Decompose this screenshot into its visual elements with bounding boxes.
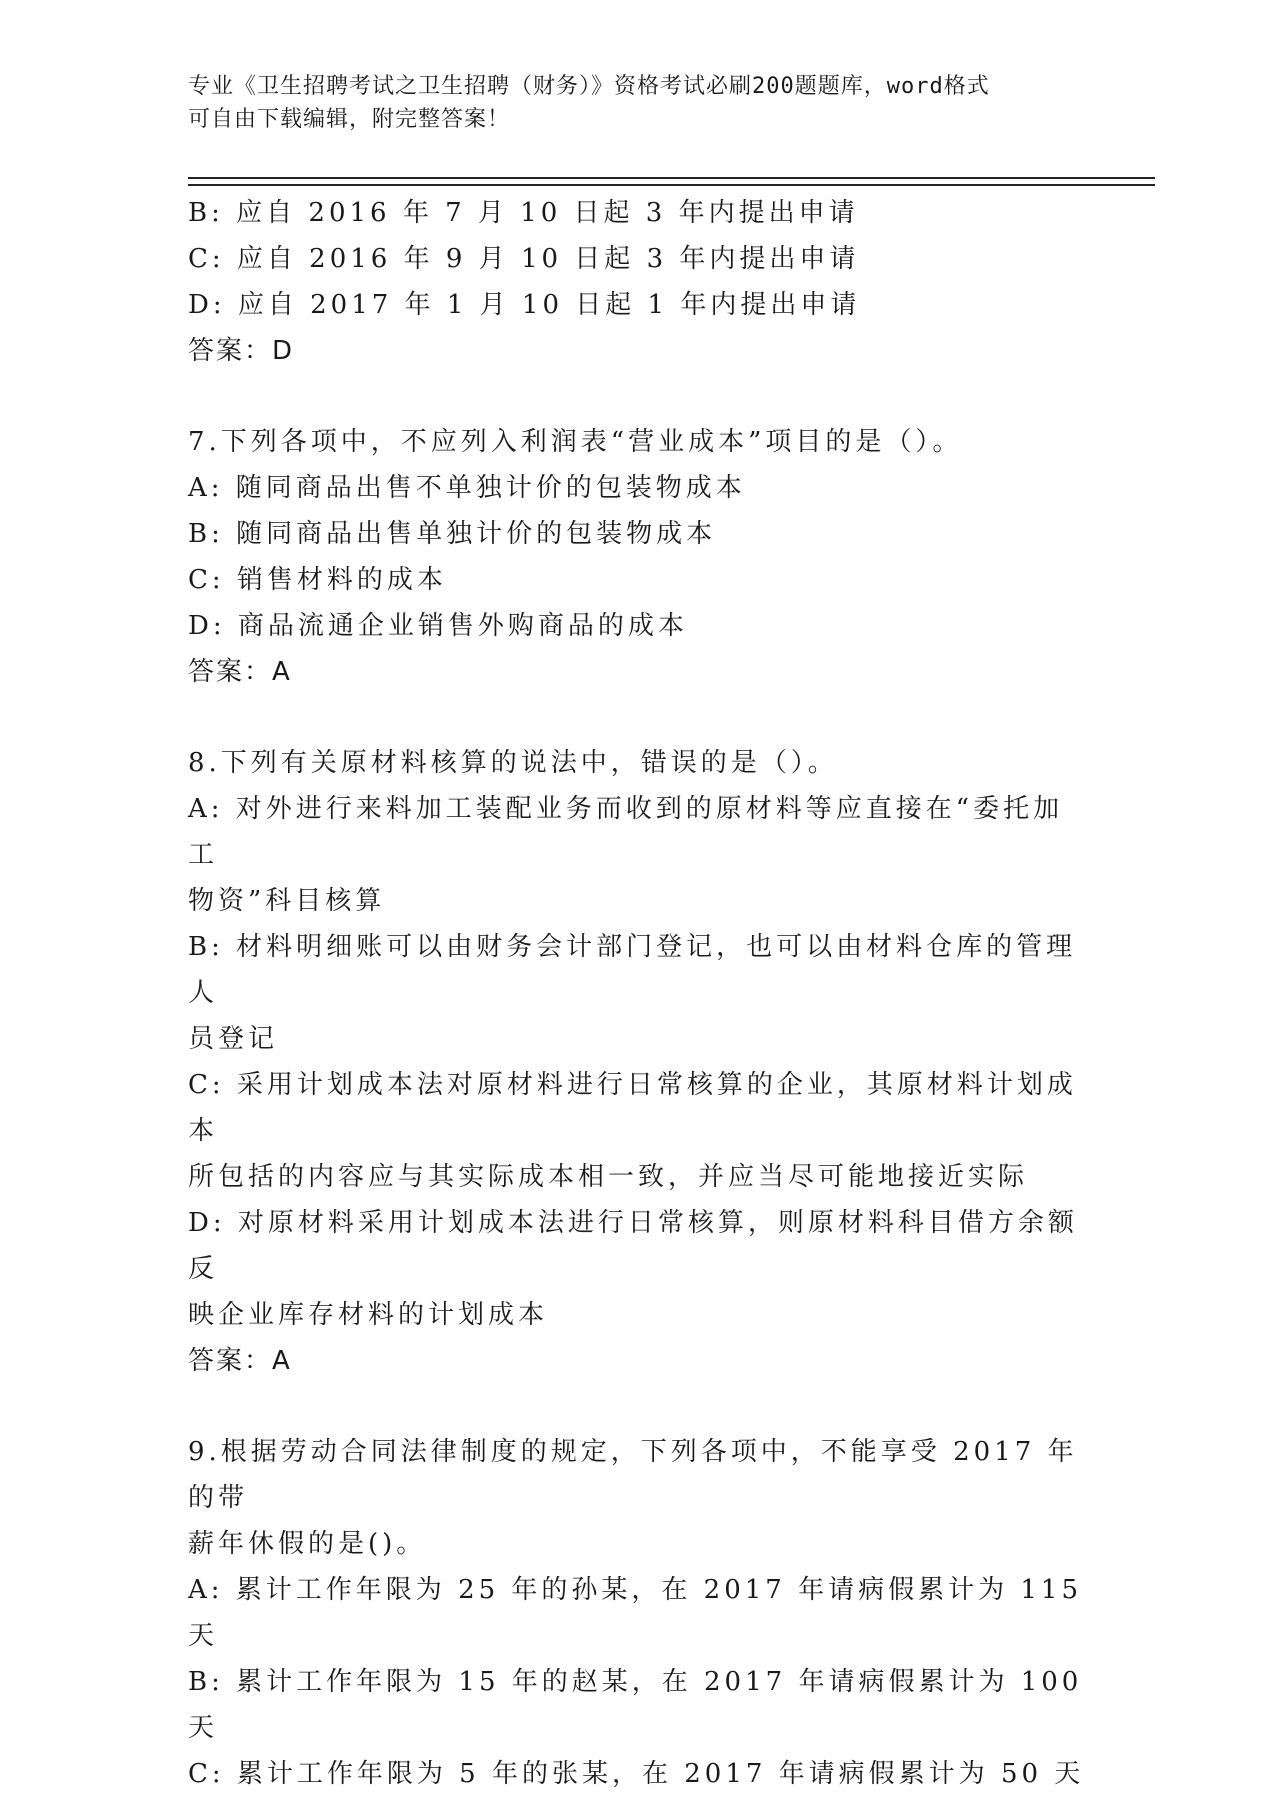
- q9-question-line-2: 薪年休假的是()。: [188, 1529, 427, 1559]
- q7-option-d: D: 商品流通企业销售外购商品的成本: [188, 611, 688, 641]
- header-divider-top: [188, 177, 1155, 179]
- q8-option-a-line-1: A: 对外进行来料加工装配业务而收到的原材料等应直接在“委托加工: [188, 794, 1064, 870]
- spacer: [188, 695, 1088, 740]
- document-body: [188, 190, 1095, 1797]
- q8-option-d-line-2: 映企业库存材料的计划成本: [188, 1300, 549, 1330]
- spacer: [188, 374, 1088, 419]
- q8-option-d-line-1: D: 对原材料采用计划成本法进行日常核算，则原材料科目借方余额反: [188, 1208, 1078, 1284]
- q9-question-line-1: 9.根据劳动合同法律制度的规定，下列各项中，不能享受 2017 年的带: [188, 1437, 1078, 1513]
- q7-answer: 答案：A: [188, 657, 292, 687]
- q8-option-b-line-1: B: 材料明细账可以由财务会计部门登记，也可以由材料仓库的管理人: [188, 932, 1077, 1008]
- q6-option-d: D: 应自 2017 年 1 月 10 日起 1 年内提出申请: [188, 290, 861, 320]
- q6-option-b: B: 应自 2016 年 7 月 10 日起 3 年内提出申请: [188, 198, 859, 228]
- header-divider-bottom: [188, 184, 1155, 186]
- q6-answer: 答案：D: [188, 336, 295, 366]
- q9-option-c: C: 累计工作年限为 5 年的张某，在 2017 年请病假累计为 50 天: [188, 1759, 1085, 1789]
- q8-option-a-line-2: 物资”科目核算: [188, 886, 386, 916]
- q7-option-b: B: 随同商品出售单独计价的包装物成本: [188, 519, 717, 549]
- question-9: [188, 1429, 1095, 1797]
- question-6-tail: [188, 190, 1088, 374]
- q8-option-b-line-2: 员登记: [188, 1024, 279, 1054]
- document-header: [188, 70, 1088, 136]
- q8-option-c-line-2: 所包括的内容应与其实际成本相一致，并应当尽可能地接近实际: [188, 1162, 1029, 1192]
- q8-question: 8.下列有关原材料核算的说法中，错误的是（）。: [188, 748, 838, 778]
- header-line-1: 专业《卫生招聘考试之卫生招聘（财务）》资格考试必刷200题题库，word格式: [188, 74, 990, 99]
- q8-option-c-line-1: C: 采用计划成本法对原材料进行日常核算的企业，其原材料计划成本: [188, 1070, 1077, 1146]
- q8-answer: 答案：A: [188, 1346, 292, 1376]
- spacer: [188, 1384, 1088, 1429]
- q7-option-c: C: 销售材料的成本: [188, 565, 447, 595]
- q9-option-a: A: 累计工作年限为 25 年的孙某，在 2017 年请病假累计为 115 天: [188, 1575, 1095, 1651]
- header-line-2: 可自由下载编辑，附完整答案！: [188, 107, 511, 132]
- q6-option-c: C: 应自 2016 年 9 月 10 日起 3 年内提出申请: [188, 244, 860, 274]
- q7-option-a: A: 随同商品出售不单独计价的包装物成本: [188, 473, 746, 503]
- q7-question: 7.下列各项中，不应列入利润表“营业成本”项目的是（）。: [188, 427, 963, 457]
- q9-option-b: B: 累计工作年限为 15 年的赵某，在 2017 年请病假累计为 100 天: [188, 1667, 1095, 1743]
- question-7: [188, 419, 1088, 695]
- question-8: [188, 740, 1088, 1384]
